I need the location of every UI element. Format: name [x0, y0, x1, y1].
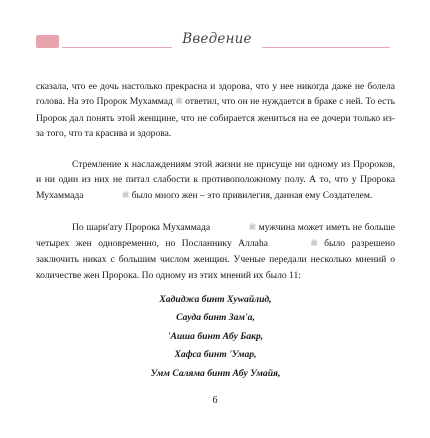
wives-list — [36, 291, 395, 383]
list-item: Хафса бинт 'Умар, — [174, 349, 257, 361]
salawat-glyph: ﷺ — [175, 99, 183, 106]
chapter-tab-marker — [36, 35, 59, 48]
paragraph: сказала, что ее дочь настолько прекрасна и здорова, что у нее никогда даже не болела голова. На это Пророк Мухаммад ﷺ ответил, что он не нуждается в браке с ней. То есть Пророк дал понять этой женщине, что не собирается жениться на ее дочери только из-за того, что та красива и здорова. — [36, 81, 396, 140]
paragraph: Стремление к наслаждениям этой жизни не присуще ни одному из Пророков, и ни один из них не питал слабости к противоположному полу. А то, что у Пророка Мухаммада ﷺ было много жен – это привилегия, данная ему Создателем. — [36, 157, 395, 204]
paragraph: По шари'ату Пророка Мухаммада ﷺ мужчина может иметь не больше четырех жен одновременно, но Посланнику Аллаhа ﷺ было разрешено заключить никах с большим числом женщин. Ученые передали несколько мнений о количестве жен Пророка. По одному из этих мнений их было 11: — [36, 221, 395, 281]
salawat-glyph: ﷺ — [248, 224, 257, 231]
list-item: Хадиджа бинт Хуwайлид, — [159, 294, 272, 305]
chapter-title: Введение — [182, 31, 252, 47]
body-text — [36, 79, 395, 283]
page-number: 6 — [212, 395, 218, 406]
list-item: Сауда бинт Зам'а, — [176, 312, 255, 324]
salawat-glyph: ﷺ — [310, 241, 318, 248]
salawat-glyph: ﷺ — [121, 192, 130, 199]
list-item: 'Аиша бинт Абу Бакр, — [167, 330, 264, 342]
page-header — [0, 0, 430, 52]
list-item: Умм Саляма бинт Абу Умайя, — [150, 367, 281, 379]
